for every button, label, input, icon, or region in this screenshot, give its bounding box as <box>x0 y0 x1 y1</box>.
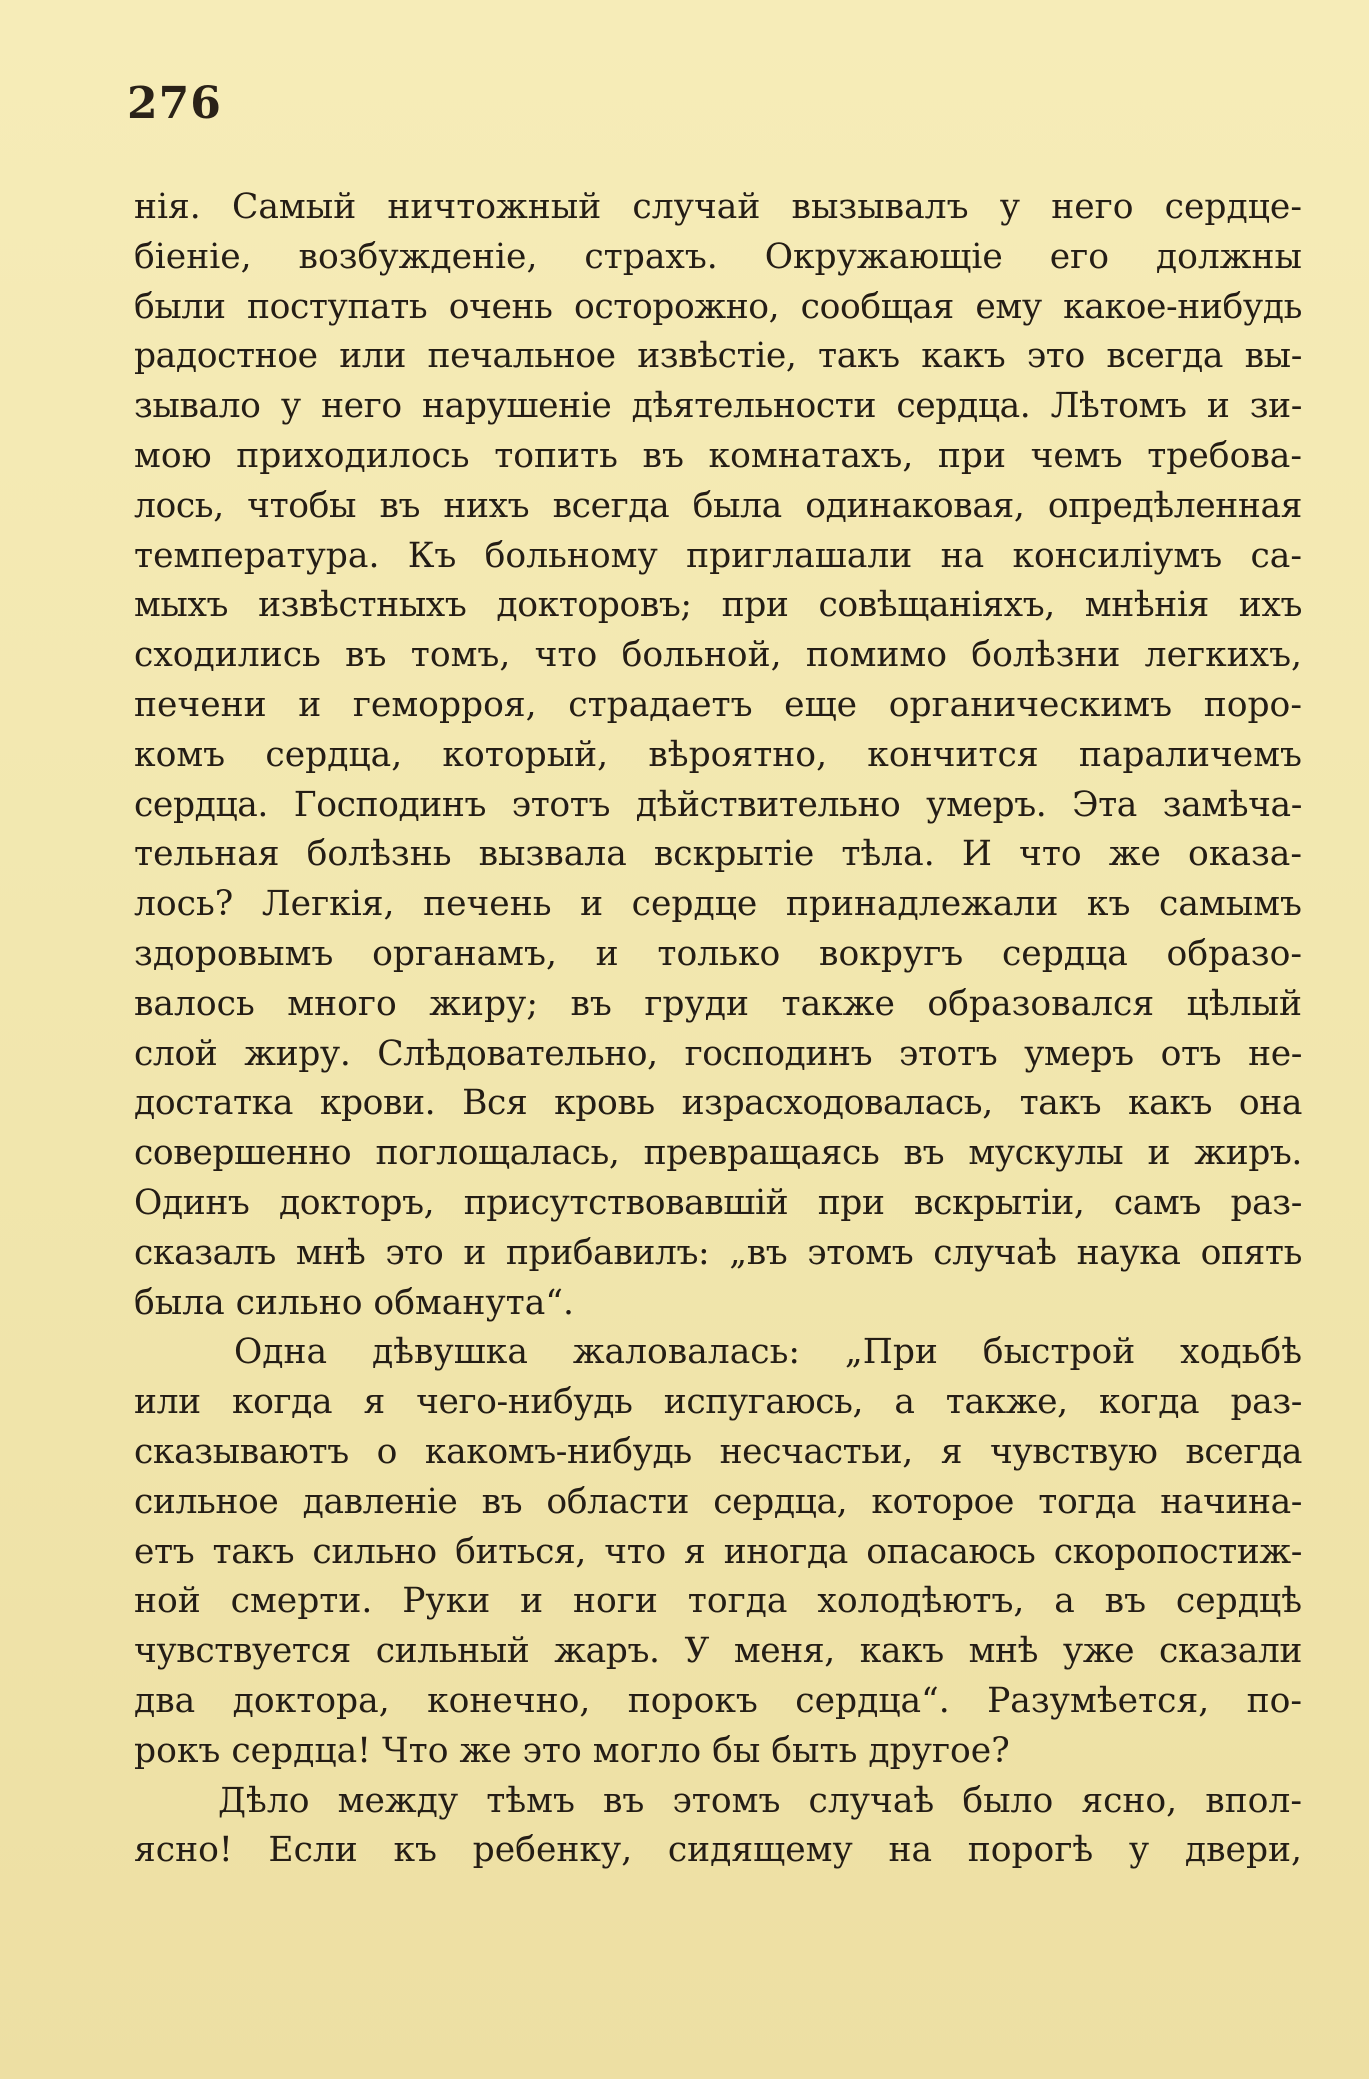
body-text <box>134 183 1302 1876</box>
text-line: чувствуется сильный жаръ. У меня, какъ мнѣ уже сказали <box>134 1631 1302 1672</box>
text-line: лось? Легкія, печень и сердце принадлежали къ самымъ <box>134 884 1302 925</box>
text-line: ной смерти. Руки и ноги тогда холодѣютъ, а въ сердцѣ <box>134 1581 1302 1622</box>
text-line: сказалъ мнѣ это и прибавилъ: „въ этомъ случаѣ наука опять <box>134 1232 1302 1273</box>
text-line: достатка крови. Вся кровь израсходовалась, такъ какъ она <box>134 1083 1302 1124</box>
text-line: была сильно обманута“. <box>134 1282 574 1323</box>
text-line: сказываютъ о какомъ-нибудь несчастьи, я чувствую всегда <box>134 1431 1302 1472</box>
text-line: были поступать очень осторожно, сообщая ему какое-нибудь <box>134 286 1302 327</box>
text-line: мыхъ извѣстныхъ докторовъ; при совѣщаніяхъ, мнѣнія ихъ <box>134 585 1302 626</box>
text-line: зывало у него нарушеніе дѣятельности сердца. Лѣтомъ и зи- <box>134 386 1302 427</box>
paragraph-start-line: Одна дѣвушка жаловалась: „При быстрой ходьбѣ <box>234 1332 1302 1373</box>
text-line: валось много жиру; въ груди также образовался цѣлый <box>134 983 1302 1024</box>
text-line: или когда я чего-нибудь испугаюсь, а также, когда раз- <box>134 1382 1302 1423</box>
text-line: сердца. Господинъ этотъ дѣйствительно умеръ. Эта замѣча- <box>134 784 1302 825</box>
text-line: совершенно поглощалась, превращаясь въ мускулы и жиръ. <box>134 1133 1302 1174</box>
text-line: ясно! Если къ ребенку, сидящему на порогѣ у двери, <box>134 1830 1302 1871</box>
text-line: слой жиру. Слѣдовательно, господинъ этотъ умеръ отъ не- <box>134 1033 1302 1074</box>
text-line: сходились въ томъ, что больной, помимо болѣзни легкихъ, <box>134 635 1302 676</box>
page-number: 276 <box>127 78 222 129</box>
text-line: рокъ сердца! Что же это могло бы быть другое? <box>134 1730 1010 1771</box>
text-line: здоровымъ органамъ, и только вокругъ сердца образо- <box>134 933 1302 974</box>
text-line: біеніе, возбужденіе, страхъ. Окружающіе его должны <box>134 236 1302 277</box>
paragraph-start-line: Дѣло между тѣмъ въ этомъ случаѣ было ясно, впол- <box>218 1780 1302 1821</box>
text-line: тельная болѣзнь вызвала вскрытіе тѣла. И что же оказа- <box>134 834 1302 875</box>
text-line: два доктора, конечно, порокъ сердца“. Разумѣется, по- <box>134 1680 1302 1721</box>
text-line: печени и геморроя, страдаетъ еще органическимъ поро- <box>134 684 1302 725</box>
text-line: мою приходилось топить въ комнатахъ, при чемъ требова- <box>134 435 1302 476</box>
text-line: лось, чтобы въ нихъ всегда была одинаковая, опредѣленная <box>134 485 1302 526</box>
text-line: нія. Самый ничтожный случай вызывалъ у него сердце- <box>134 187 1302 227</box>
text-line: радостное или печальное извѣстіе, такъ какъ это всегда вы- <box>134 336 1302 377</box>
text-line: сильное давленіе въ области сердца, которое тогда начина- <box>134 1481 1302 1522</box>
text-line: комъ сердца, который, вѣроятно, кончится параличемъ <box>134 734 1302 775</box>
text-line: етъ такъ сильно биться, что я иногда опасаюсь скоропостиж- <box>134 1531 1302 1572</box>
text-line: Одинъ докторъ, присутствовавшій при вскрытіи, самъ раз- <box>134 1182 1302 1223</box>
text-line: температура. Къ больному приглашали на консиліумъ са- <box>134 535 1302 576</box>
